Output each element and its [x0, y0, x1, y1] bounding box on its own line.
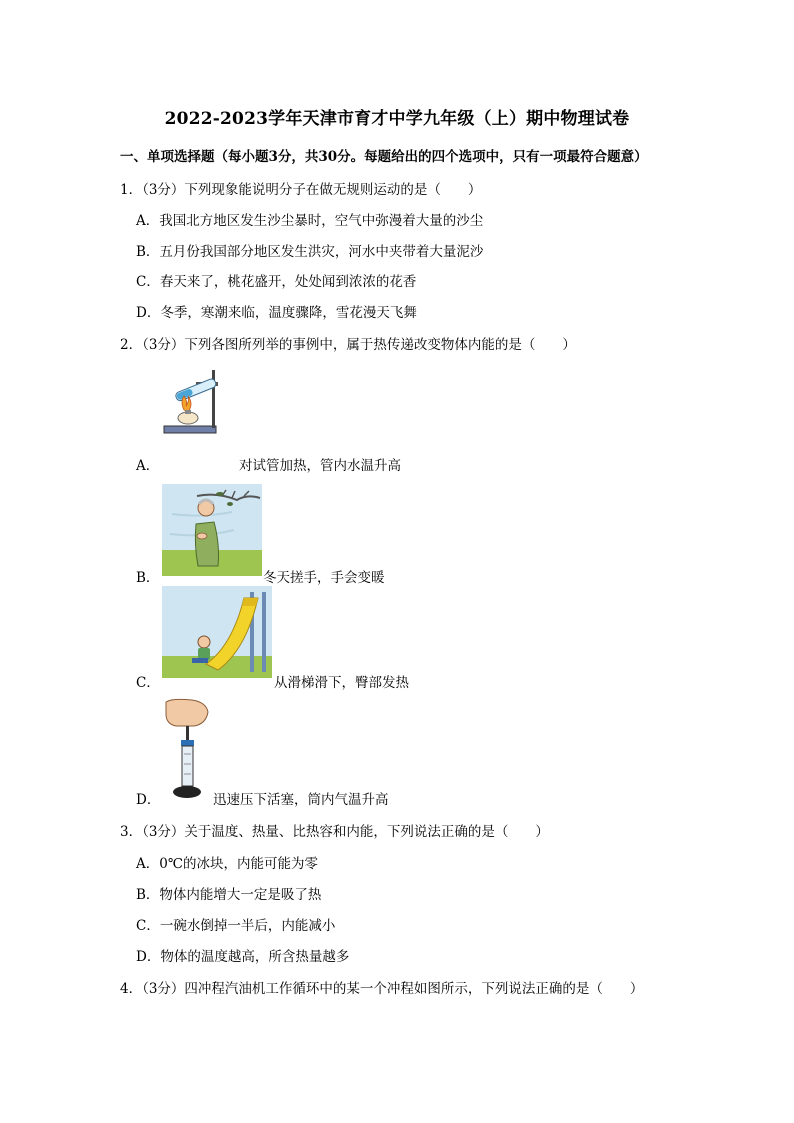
rubbing-hands-figure: [162, 484, 262, 576]
section-heading: 一、单项选择题（每小题3分，共30分。每题给出的四个选项中，只有一项最符合题意）: [120, 149, 648, 165]
question-1-option-b: B．五月份我国部分地区发生洪灾，河水中夹带着大量泥沙: [136, 244, 484, 260]
question-1-option-c: C．春天来了，桃花盛开，处处闻到浓浓的花香: [136, 274, 417, 290]
question-2-option-a-text: 对试管加热，管内水温升高: [239, 458, 401, 474]
question-3-option-c: C．一碗水倒掉一半后，内能减小: [136, 918, 336, 934]
question-2-option-a-letter: A．: [136, 458, 160, 474]
question-2-option-c-letter: C．: [136, 675, 160, 691]
question-2-option-d-text: 迅速压下活塞，筒内气温升高: [213, 792, 389, 808]
question-4-stem: 4．（3分）四冲程汽油机工作循环中的某一个冲程如图所示，下列说法正确的是（ ）: [120, 981, 644, 997]
question-2-option-c-text: 从滑梯滑下，臀部发热: [274, 675, 409, 691]
question-2-option-b-text: 冬天搓手，手会变暖: [263, 570, 385, 586]
test-tube-heating-figure: [160, 366, 240, 436]
question-3-option-d: D．物体的温度越高，所含热量越多: [136, 949, 350, 965]
question-3-stem: 3．（3分）关于温度、热量、比热容和内能，下列说法正确的是（ ）: [120, 824, 549, 840]
question-1-option-d: D．冬季，寒潮来临，温度骤降，雪花漫天飞舞: [136, 305, 417, 321]
question-2-option-b-letter: B．: [136, 570, 160, 586]
question-2-option-d-letter: D．: [136, 792, 161, 808]
piston-compression-figure: [162, 698, 212, 802]
question-2-stem: 2．（3分）下列各图所列举的事例中，属于热传递改变物体内能的是（ ）: [120, 337, 576, 353]
question-1-stem: 1．（3分）下列现象能说明分子在做无规则运动的是（ ）: [120, 182, 482, 198]
question-3-option-b: B．物体内能增大一定是吸了热: [136, 887, 322, 903]
slide-figure: [162, 586, 272, 678]
question-1-option-a: A．我国北方地区发生沙尘暴时，空气中弥漫着大量的沙尘: [136, 213, 484, 229]
question-3-option-a: A．0℃的冰块，内能可能为零: [136, 856, 318, 872]
page-title: 2022-2023学年天津市育才中学九年级（上）期中物理试卷: [164, 109, 630, 129]
